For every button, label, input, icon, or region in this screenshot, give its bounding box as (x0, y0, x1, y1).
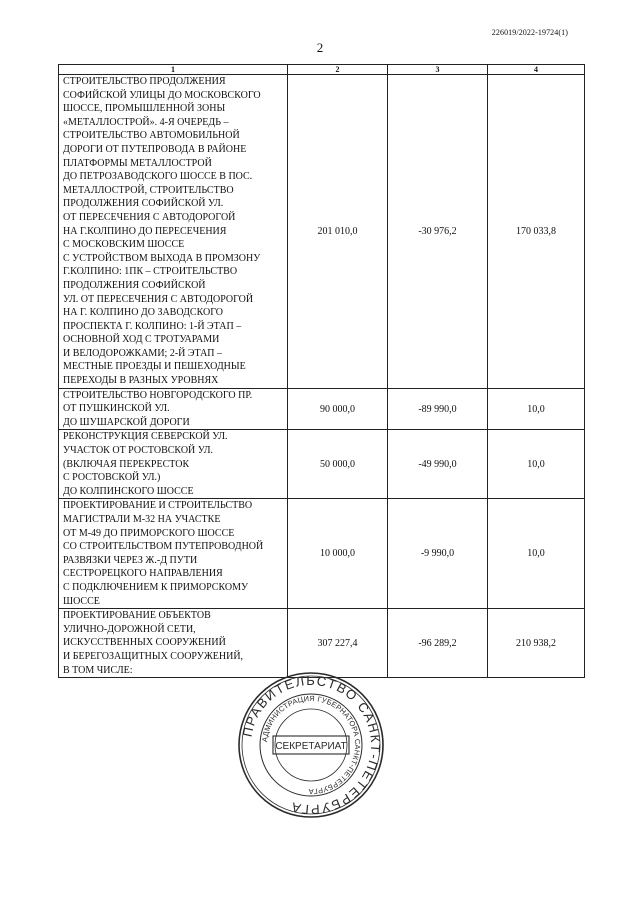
object-name-cell (59, 388, 288, 430)
value-cell-col2: 10 000,0 (288, 499, 388, 609)
value-cell-col4: 10,0 (488, 499, 585, 609)
object-name-line: СТРОИТЕЛЬСТВО АВТОМОБИЛЬНОЙ (63, 130, 240, 142)
value-cell-col2: 50 000,0 (288, 430, 388, 499)
value-cell-col3: -49 990,0 (388, 430, 488, 499)
value-cell-col4: 210 938,2 (488, 609, 585, 678)
value-cell-col4: 10,0 (488, 430, 585, 499)
table-row (59, 430, 585, 499)
value-cell-col4: 170 033,8 (488, 75, 585, 389)
object-name-line: МЕСТНЫЕ ПРОЕЗДЫ И ПЕШЕХОДНЫЕ (63, 361, 246, 373)
object-name-line: СЕСТРОРЕЦКОГО НАПРАВЛЕНИЯ (63, 568, 223, 580)
object-name-line: ШОССЕ, ПРОМЫШЛЕННОЙ ЗОНЫ (63, 103, 226, 115)
object-name-line: НА Г. КОЛПИНО ДО ЗАВОДСКОГО (63, 307, 223, 319)
object-name-line: ПЛАТФОРМЫ МЕТАЛЛОСТРОЙ (63, 157, 212, 169)
object-name-line: И БЕРЕГОЗАЩИТНЫХ СООРУЖЕНИЙ, (63, 650, 244, 662)
object-name-line: ДО ПЕТРОЗАВОДСКОГО ШОССЕ В ПОС. (63, 171, 253, 183)
object-name-line: ПРОДОЛЖЕНИЯ СОФИЙСКОЙ УЛ. (63, 198, 224, 210)
object-name-line: ДО КОЛПИНСКОГО ШОССЕ (63, 485, 194, 497)
object-name-line: ОСНОВНОЙ ХОД С ТРОТУАРАМИ (63, 334, 220, 346)
column-header-4: 4 (488, 65, 585, 75)
table-row (59, 388, 585, 430)
object-name-line: МАГИСТРАЛИ М-32 НА УЧАСТКЕ (63, 514, 221, 525)
object-name-line: ШОССЕ (63, 595, 100, 607)
object-name-line: «МЕТАЛЛОСТРОЙ». 4-Я ОЧЕРЕДЬ – (63, 116, 229, 128)
object-name-line: УЛ. ОТ ПЕРЕСЕЧЕНИЯ С АВТОДОРОГОЙ (63, 293, 254, 305)
object-name-line: В ТОМ ЧИСЛЕ: (63, 664, 133, 676)
object-name-cell (59, 75, 288, 389)
column-header-1: 1 (59, 65, 288, 75)
object-name-line: ОТ ПЕРЕСЕЧЕНИЯ С АВТОДОРОГОЙ (63, 211, 236, 223)
value-cell-col3: -9 990,0 (388, 499, 488, 609)
budget-table (58, 64, 585, 678)
object-name-line: МЕТАЛЛОСТРОЙ, СТРОИТЕЛЬСТВО (63, 184, 234, 196)
value-cell-col3: -96 289,2 (388, 609, 488, 678)
table-row (59, 75, 585, 389)
official-seal (236, 670, 386, 820)
page-number: 2 (316, 40, 324, 55)
object-name-line: ПЕРЕХОДЫ В РАЗНЫХ УРОВНЯХ (63, 375, 219, 387)
object-name-line: С ПОДКЛЮЧЕНИЕМ К ПРИМОРСКОМУ (63, 581, 249, 593)
column-header-3: 3 (388, 65, 488, 75)
value-cell-col2: 307 227,4 (288, 609, 388, 678)
seal-inner-text: АДМИНИСТРАЦИЯ ГУБЕРНАТОРА САНКТ-ПЕТЕРБУРГА (260, 693, 363, 797)
object-name-line: ОТ ПУШКИНСКОЙ УЛ. (63, 403, 170, 415)
object-name-line: С РОСТОВСКОЙ УЛ.) (63, 472, 161, 484)
object-name-line: С УСТРОЙСТВОМ ВЫХОДА В ПРОМЗОНУ (63, 252, 261, 264)
object-name-line: ДОРОГИ ОТ ПУТЕПРОВОДА В РАЙОНЕ (63, 143, 247, 155)
seal-center-text: СЕКРЕТАРИАТ (275, 741, 347, 752)
column-header-2: 2 (288, 65, 388, 75)
object-name-line: РЕКОНСТРУКЦИЯ СЕВЕРСКОЙ УЛ. (63, 431, 228, 443)
value-cell-col3: -89 990,0 (388, 388, 488, 430)
object-name-line: С МОСКОВСКИМ ШОССЕ (63, 239, 185, 251)
value-cell-col2: 90 000,0 (288, 388, 388, 430)
table-row (59, 499, 585, 609)
object-name-line: Г.КОЛПИНО: 1ПК – СТРОИТЕЛЬСТВО (63, 266, 238, 278)
object-name-line: ДО ШУШАРСКОЙ ДОРОГИ (63, 416, 190, 428)
object-name-line: СО СТРОИТЕЛЬСТВОМ ПУТЕПРОВОДНОЙ (63, 541, 264, 553)
object-name-line: РАЗВЯЗКИ ЧЕРЕЗ Ж.-Д ПУТИ (63, 554, 198, 566)
object-name-cell (59, 609, 288, 678)
object-name-line: СТРОИТЕЛЬСТВО НОВГОРОДСКОГО ПР. (63, 389, 253, 401)
value-cell-col3: -30 976,2 (388, 75, 488, 389)
object-name-line: ИСКУССТВЕННЫХ СООРУЖЕНИЙ (63, 637, 226, 649)
object-name-line: И ВЕЛОДОРОЖКАМИ; 2-Й ЭТАП – (63, 347, 223, 359)
object-name-line: ОТ М-49 ДО ПРИМОРСКОГО ШОССЕ (63, 527, 235, 539)
value-cell-col2: 201 010,0 (288, 75, 388, 389)
table-header-row (59, 65, 585, 75)
object-name-line: УЛИЧНО-ДОРОЖНОЙ СЕТИ, (63, 623, 196, 635)
object-name-line: ПРОДОЛЖЕНИЯ СОФИЙСКОЙ (63, 279, 206, 291)
object-name-line: УЧАСТОК ОТ РОСТОВСКОЙ УЛ. (63, 445, 214, 457)
document-id: 226019/2022-19724(1) (491, 28, 568, 37)
object-name-cell (59, 430, 288, 499)
value-cell-col4: 10,0 (488, 388, 585, 430)
object-name-line: ПРОЕКТИРОВАНИЕ ОБЪЕКТОВ (63, 610, 211, 622)
table-row (59, 609, 585, 678)
object-name-line: СОФИЙСКОЙ УЛИЦЫ ДО МОСКОВСКОГО (63, 89, 261, 101)
object-name-line: ПРОЕКТИРОВАНИЕ И СТРОИТЕЛЬСТВО (63, 500, 253, 512)
object-name-line: НА Г.КОЛПИНО ДО ПЕРЕСЕЧЕНИЯ (63, 225, 227, 237)
object-name-cell (59, 499, 288, 609)
object-name-line: СТРОИТЕЛЬСТВО ПРОДОЛЖЕНИЯ (63, 76, 226, 87)
seal-outer-text: ПРАВИТЕЛЬСТВО САНКТ-ПЕТЕРБУРГА (239, 672, 384, 818)
object-name-line: ПРОСПЕКТА Г. КОЛПИНО: 1-Й ЭТАП – (63, 320, 242, 332)
object-name-line: (ВКЛЮЧАЯ ПЕРЕКРЕСТОК (63, 458, 190, 470)
